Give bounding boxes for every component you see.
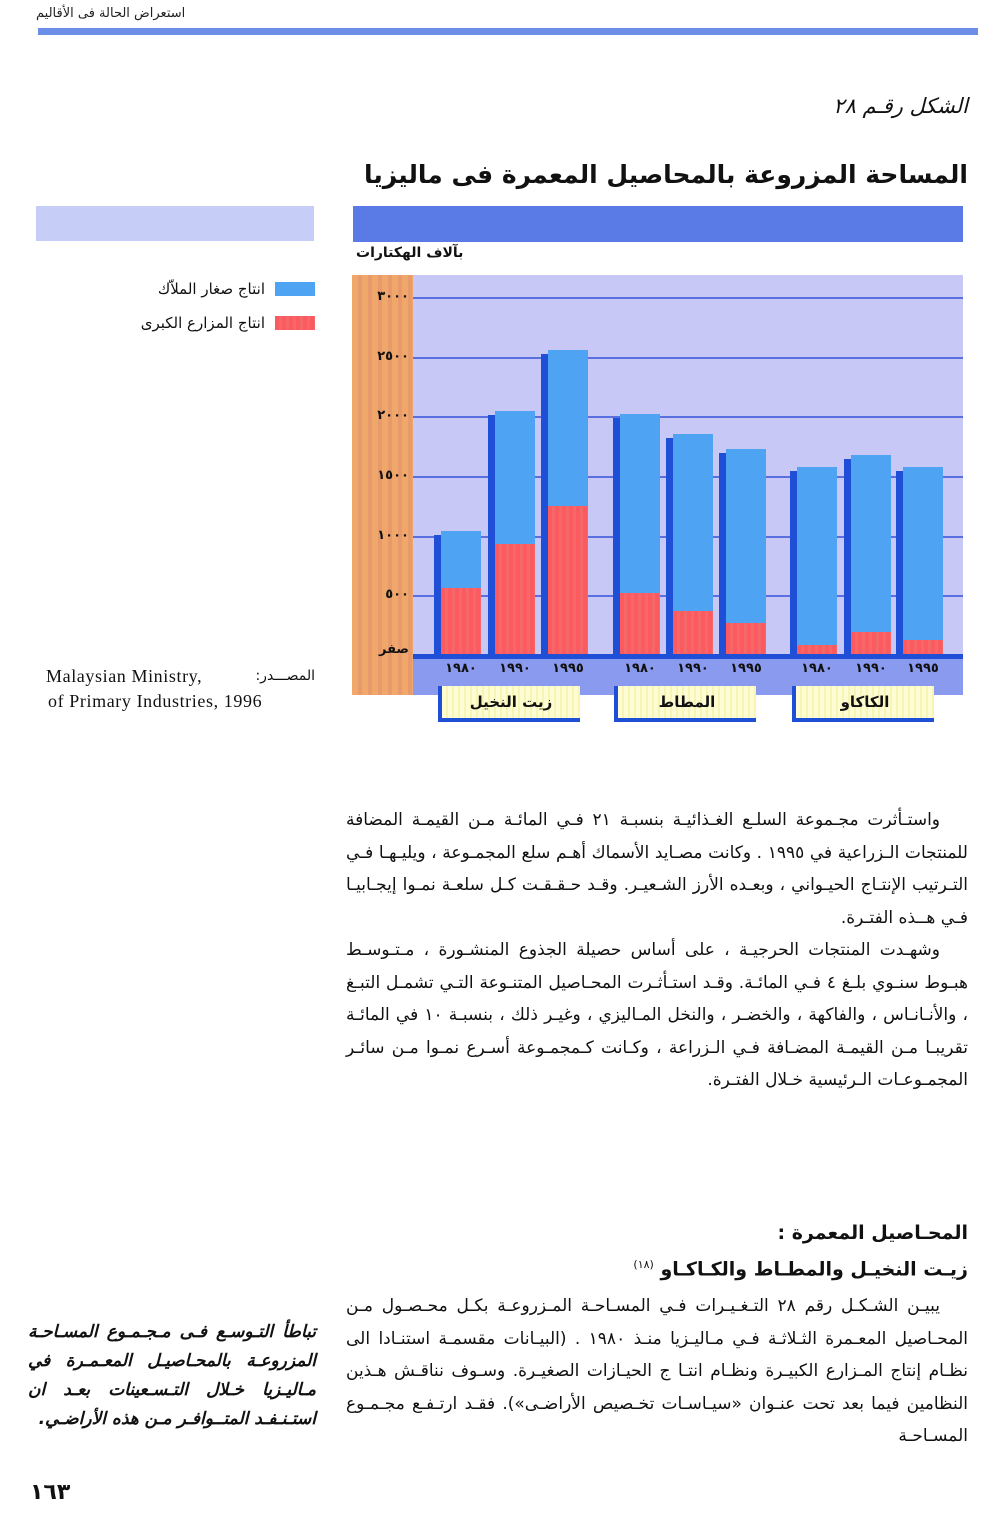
stacked-bar [495,411,535,656]
y-tick-label: ١٥٠٠ [377,467,409,483]
gridline [413,297,963,299]
subheading-text: زيـت النخيـل والمطـاط والكـاكـاو [660,1258,968,1281]
source-label: المصـــدر: [255,668,315,684]
stacked-bar [797,467,837,656]
category-label-palm-oil: زيت النخيل [438,686,580,722]
body-text-block-1 [346,804,968,1097]
source-text-line1: Malaysian Ministry, [46,666,203,686]
margin-pull-quote: تباطأ التـوسـع فـى مـجـمـوع المسـاحـة المزروعـة بالمحـاصيـل المعـمـرة في مـاليـزيا خـلال التـسـعينات بعـد ان استـنـفـد المتــوافـر مـن هذه الأراضـي. [28,1322,316,1429]
stacked-bar [726,449,766,656]
bar-segment-estates [620,593,660,656]
category-label-cocoa: الكاكاو [792,686,934,722]
bar-segment-smallholders [903,467,943,640]
legend-item-smallholders [110,272,315,306]
x-tick-label: ١٩٩٥ [552,661,584,676]
bar-shadow [541,354,548,656]
y-axis-strip [352,275,413,695]
x-tick-label: ١٩٩٠ [499,661,531,676]
y-tick-label: ٢٥٠٠ [377,348,409,364]
paragraph-2: وشهـدت المنتجات الحرجيـة ، على أساس حصيلة الجذوع المنشـورة ، مـتـوسـط هبـوط سنـوي بلـغ ٤ فـي المائـة. وقـد استـأثـرت المحـاصيل المتنـوعة التـي تشمـل التبـغ ، والأنـانـاس ، والفاكهة ، والخضـر ، والنخل المـاليزي ، وغيـر ذلك ، بنسبـة ١٠ في المائـة تقريبـا مـن القيمـة المضـافة فـي الـزراعة ، وكـانت كـمجمـوعة أسـرع نمـوا مـن سائـر المجمـوعـات الـرئيسية خـلال الفتـرة. [346,940,968,1090]
bar-shadow [719,453,726,656]
bar-segment-estates [441,588,481,656]
x-tick-label: ١٩٩٥ [907,661,939,676]
body-text-block-2 [346,1290,968,1453]
category-label-rubber: المطاط [614,686,756,722]
legend-swatch-red [275,316,315,330]
bar-segment-estates [851,632,891,656]
y-tick-label: ١٠٠٠ [377,527,409,543]
bar-shadow [844,459,851,656]
figure-label: الشكل رقـم ٢٨ [833,94,968,118]
bar-shadow [613,418,620,656]
figure-title: المساحة المزروعة بالمحاصيل المعمرة فى ماليزيا [363,160,968,189]
header-rule [38,28,978,35]
bar-segment-smallholders [797,467,837,645]
stacked-bar [673,434,713,656]
bar-shadow [790,471,797,656]
bar-segment-estates [548,506,588,656]
y-tick-label: ٣٠٠٠ [377,288,409,304]
bar-segment-smallholders [495,411,535,544]
running-head: استعراض الحالة فى الأقاليم [36,6,186,21]
gridline [413,357,963,359]
legend-swatch-blue [275,282,315,296]
x-tick-label: ١٩٩٠ [855,661,887,676]
bar-segment-smallholders [620,414,660,593]
x-tick-label: ١٩٩٠ [677,661,709,676]
y-axis-unit-label: بآلاف الهكتارات [356,245,464,261]
legend-label: انتاج صغار الملاّك [157,280,265,298]
bar-segment-estates [726,623,766,656]
x-tick-label: ١٩٨٠ [624,661,656,676]
x-axis-baseline [413,654,963,659]
bar-shadow [666,438,673,656]
bar-segment-smallholders [726,449,766,623]
source-text-line2: of Primary Industries, 1996 [48,691,263,711]
subheading-crops [633,1250,968,1284]
paragraph-3: يبيـن الشـكـل رقم ٢٨ التـغـيـرات فـي المسـاحـة المـزروعـة بكـل محـصـول مـن المحـاصيل المعـمرة الثـلاثـة فـي مـاليـزيا منـذ ١٩٨٠ . (البيـانات مقسمـة استنـادا الى نظـام إنتاج المـزارع الكبيـرة ونظـام انتـا ج الحيـازات الصغيـرة. وسـوف نناقـش هـذين النظامين فيما بعد تحت عنـوان «سيـاسـات تخـصيص الأراضـى»). فقـد ارتـفـع مجـمـوع المسـاحـة [346,1296,968,1446]
subheading-perennial-crops: المحـاصيل المعمرة : [777,1222,968,1244]
paragraph-1: واستـأثرت مجـموعة السلـع الغـذائيـة بنسبـة ٢١ فـي المائـة مـن القيمـة المضافة للمنتجات الـزراعية في ١٩٩٥ . وكانت مصـايد الأسماك أهـم سلع المجمـوعة ، ويليـهـا فـي التـرتيب الإنتـاج الحيـواني ، وبعـده الأرز الشـعيـر. وقـد حـقـقـت كـل سلعـة نمـوا إيجـابيـا فـي هــذه الفتـرة. [346,810,968,928]
bar-shadow [434,535,441,656]
stacked-bar [903,467,943,656]
chart-legend [110,272,315,340]
bar-segment-smallholders [673,434,713,611]
bar-segment-smallholders [548,350,588,506]
stacked-bar [620,414,660,656]
bar-segment-estates [673,611,713,656]
stacked-bar [441,531,481,656]
bar-shadow [488,415,495,656]
legend-item-estates [110,306,315,340]
page-number: ١٦٣ [30,1480,71,1505]
stacked-bar [548,350,588,656]
bar-shadow [896,471,903,656]
bar-segment-smallholders [441,531,481,588]
legend-label: انتاج المزارع الكبرى [140,314,265,332]
x-tick-label: ١٩٩٥ [730,661,762,676]
bar-segment-estates [495,544,535,656]
y-tick-label: ٢٠٠٠ [377,408,409,424]
bar-segment-smallholders [851,455,891,632]
y-tick-label: ٥٠٠ [385,587,409,603]
stacked-bar [851,455,891,656]
footnote-ref: (١٨) [633,1258,654,1271]
x-tick-label: ١٩٨٠ [445,661,477,676]
legend-header-band [36,206,314,241]
chart-header-band [353,206,963,242]
x-tick-label: ١٩٨٠ [801,661,833,676]
y-tick-label-zero: صفر [378,642,409,657]
figure-source [30,664,315,714]
